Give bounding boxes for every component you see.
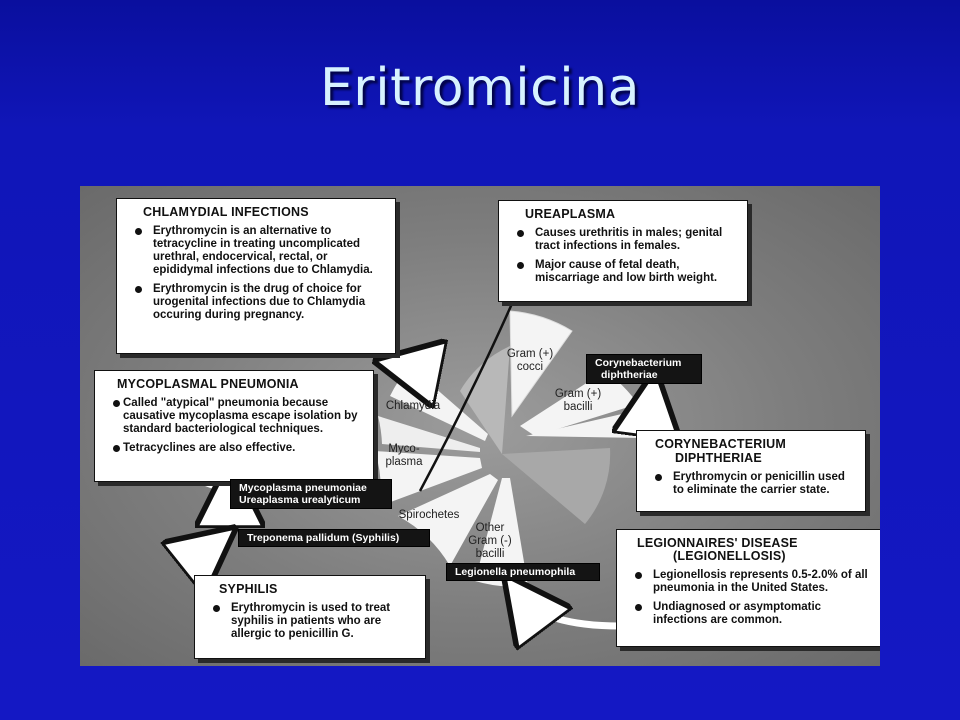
callout-bullet: Major cause of fetal death, miscarriage and low birth weight.: [507, 259, 739, 285]
callout-title: SYPHILIS: [219, 582, 278, 596]
callout-title-line2: DIPHTHERIAE: [675, 451, 762, 465]
tag-treponema: Treponema pallidum (Syphilis): [238, 529, 430, 547]
callout-title-line2: (LEGIONELLOSIS): [673, 549, 786, 563]
slide-title: Eritromicina: [319, 58, 641, 118]
label-line: Gram (-): [468, 535, 512, 547]
callout-title: MYCOPLASMAL PNEUMONIA: [117, 377, 299, 391]
wheel-label-chlamydia: Chlamydia: [385, 400, 441, 412]
arrow-legionnaires: [520, 596, 620, 626]
tag-line: Corynebacterium: [595, 357, 682, 369]
callout-bullet: Erythromycin is an alternative to tetracycline in treating uncomplicated urethral, endocervical, rectal, or epididymal infections due to Chlamydia.: [125, 225, 387, 277]
tag-line: Ureaplasma urealyticum: [239, 494, 361, 506]
callout-title: UREAPLASMA: [525, 207, 616, 221]
callout-bullet: Causes urethritis in males; genital tract infections in females.: [507, 227, 739, 253]
callout-legionnaires-disease: [616, 529, 880, 647]
callout-title-line1: CORYNEBACTERIUM: [655, 437, 787, 451]
callout-bullet: Erythromycin is used to treat syphilis in patients who are allergic to penicillin G.: [203, 602, 417, 641]
callout-title: CHLAMYDIAL INFECTIONS: [143, 205, 309, 219]
label-line: bacilli: [475, 548, 505, 560]
tag-mycoplasma: [230, 479, 392, 509]
callout-corynebacterium: [636, 430, 866, 512]
callout-ureaplasma: [498, 200, 748, 302]
wheel-label-spirochetes: Spirochetes: [398, 509, 460, 521]
callout-chlamydial-infections: [116, 198, 396, 354]
callout-bullet: Tetracyclines are also effective.: [103, 442, 365, 455]
callout-bullet: Erythromycin is the drug of choice for urogenital infections due to Chlamydia occuring during pregnancy.: [125, 283, 387, 322]
callout-bullet: Undiagnosed or asymptomatic infections are common.: [625, 601, 875, 627]
antibiotic-spectrum-figure: [80, 186, 880, 666]
label-line: cocci: [516, 361, 544, 373]
label-line: Myco-: [388, 443, 420, 455]
wheel-label-gram-pos-bacilli: [550, 388, 606, 414]
callout-bullet: Erythromycin or penicillin used to eliminate the carrier state.: [645, 471, 857, 497]
callout-bullet: Legionellosis represents 0.5-2.0% of all pneumonia in the United States.: [625, 569, 875, 595]
tag-line: diphtheriae: [601, 369, 658, 381]
label-line: plasma: [385, 456, 423, 468]
callout-mycoplasmal-pneumonia: [94, 370, 374, 482]
tag-legionella: Legionella pneumophila: [446, 563, 600, 581]
tag-line: Mycoplasma pneumoniae: [239, 482, 367, 494]
tag-corynebacterium: [586, 354, 702, 384]
callout-syphilis: [194, 575, 426, 659]
label-line: Gram (+): [554, 388, 602, 400]
wheel-label-other-gram-neg: [464, 522, 516, 561]
label-line: Gram (+): [506, 348, 554, 360]
callout-title-line1: LEGIONNAIRES' DISEASE: [637, 536, 798, 550]
wedge-bg-2: [502, 448, 610, 524]
callout-bullet: Called "atypical" pneumonia because causative mycoplasma escape isolation by standard bacteriological techniques.: [103, 397, 365, 436]
wheel-label-mycoplasma: [378, 443, 430, 469]
wheel-label-gram-pos-cocci: [502, 348, 558, 374]
label-line: Other: [475, 522, 505, 534]
label-line: bacilli: [563, 401, 593, 413]
